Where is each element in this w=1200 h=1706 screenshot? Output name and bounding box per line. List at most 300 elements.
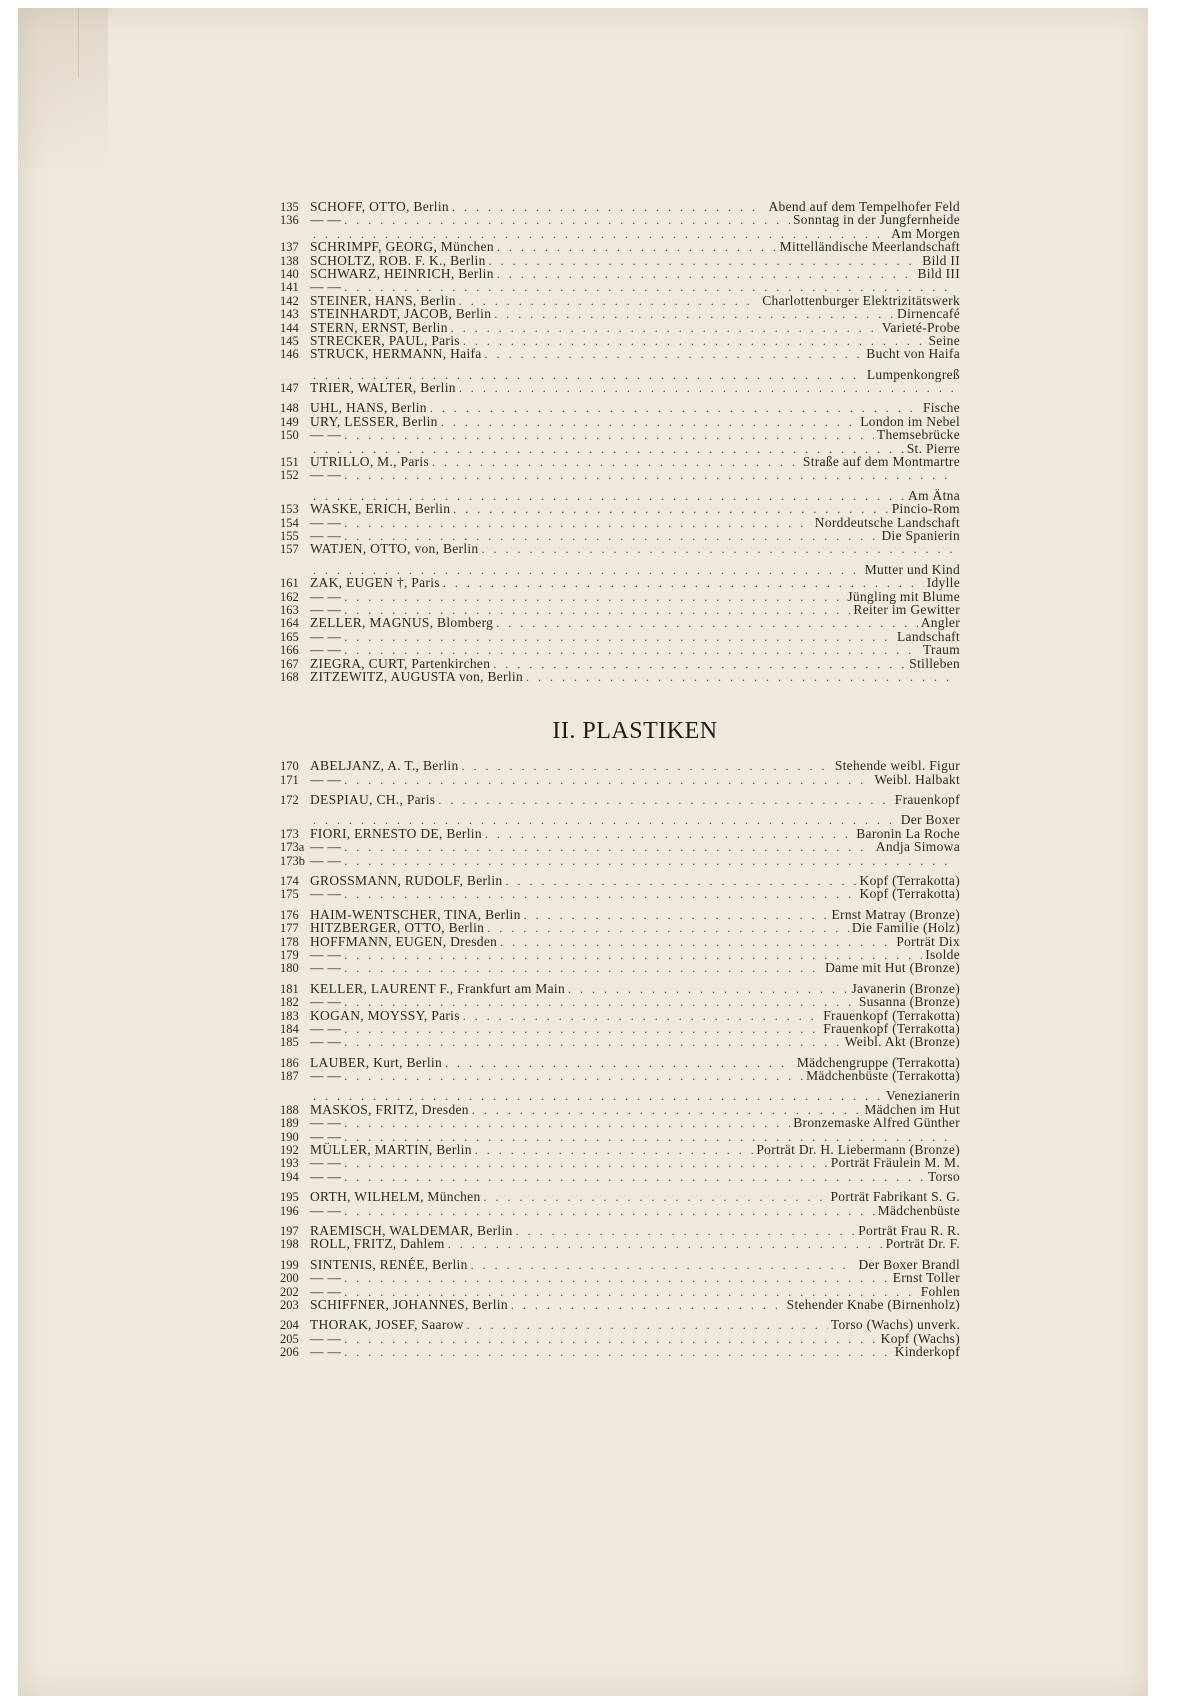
entry-artist: — — <box>310 514 342 530</box>
catalog-entry <box>280 1258 960 1271</box>
dot-leader <box>344 1272 889 1285</box>
catalog-entry <box>280 813 960 826</box>
entry-number: 161 <box>280 576 299 591</box>
entry-artist: — — <box>310 1344 342 1360</box>
entry-work-title: Lumpenkongreß <box>866 366 960 382</box>
catalog-entry <box>280 1237 960 1250</box>
entry-group <box>280 1224 960 1251</box>
catalog-entry <box>280 948 960 961</box>
catalog-entry <box>280 401 960 414</box>
entry-artist: ABELJANZ, A. T., Berlin <box>310 758 459 774</box>
entry-number: 142 <box>280 293 299 308</box>
dot-leader <box>344 1036 842 1049</box>
entry-work-title: Mädchenbüste (Terrakotta) <box>806 1068 960 1084</box>
entry-artist: — — <box>310 427 342 443</box>
entry-artist: — — <box>310 1168 342 1184</box>
entry-number: 144 <box>280 320 299 335</box>
entry-artist: — — <box>310 467 342 483</box>
entry-number: 143 <box>280 307 299 322</box>
entry-work-title: Der Boxer <box>900 812 960 828</box>
catalog-entry <box>280 280 960 293</box>
entry-artist: — — <box>310 1128 342 1144</box>
entry-group <box>280 874 960 901</box>
entry-artist: ZIEGRA, CURT, Partenkirchen <box>310 655 491 671</box>
catalog-entry <box>280 854 960 867</box>
entry-work-title: Der Boxer Brandl <box>858 1256 960 1272</box>
catalog-entry <box>280 908 960 921</box>
dot-leader <box>526 671 957 684</box>
entry-artist: — — <box>310 1202 342 1218</box>
catalog-entry <box>280 1285 960 1298</box>
entry-artist: ROLL, FRITZ, Dahlem <box>310 1236 445 1252</box>
entry-artist: — — <box>310 212 342 228</box>
entry-number: 200 <box>280 1271 299 1286</box>
sculptures-section <box>280 759 960 1358</box>
entry-work-title: Norddeutsche Landschaft <box>814 514 960 530</box>
entry-work-title: Die Spanierin <box>881 527 960 543</box>
entry-work-title: Kopf (Terrakotta) <box>859 886 960 902</box>
entry-work-title: Landschaft <box>897 628 960 644</box>
catalog-entry <box>280 1103 960 1116</box>
entry-artist: KOGAN, MOYSSY, Paris <box>310 1007 460 1023</box>
entry-work-title: Jüngling mit Blume <box>847 588 960 604</box>
catalog-entry <box>280 773 960 786</box>
entry-work-title: Bild II <box>922 252 960 268</box>
entry-artist: — — <box>310 588 342 604</box>
dot-leader <box>344 962 822 975</box>
entry-work-title: Porträt Dr. F. <box>885 1236 960 1252</box>
entry-artist: — — <box>310 1115 342 1131</box>
entry-artist: — — <box>310 1155 342 1171</box>
entry-work-title: Porträt Dr. H. Liebermann (Bronze) <box>756 1142 960 1158</box>
entry-work-title: Straße auf dem Montmartre <box>802 454 960 470</box>
dot-leader <box>438 794 891 807</box>
entry-number: 176 <box>280 907 299 922</box>
dot-leader <box>485 828 853 841</box>
entry-work-title: Bucht von Haifa <box>866 346 960 362</box>
entry-artist: HITZBERGER, OTTO, Berlin <box>310 920 485 936</box>
dot-leader <box>344 591 844 604</box>
catalog-entry <box>280 1190 960 1203</box>
catalog-entry <box>280 502 960 515</box>
entry-artist: UTRILLO, M., Paris <box>310 454 430 470</box>
entry-artist: — — <box>310 628 342 644</box>
entry-number: 204 <box>280 1318 299 1333</box>
catalog-entry <box>280 489 960 502</box>
catalog-entry <box>280 254 960 267</box>
dot-leader <box>430 402 920 415</box>
entry-artist: KELLER, LAURENT F., Frankfurt am Main <box>310 980 565 996</box>
entry-group <box>280 1318 960 1358</box>
entry-number: 199 <box>280 1257 299 1272</box>
entry-work-title: Dame mit Hut (Bronze) <box>825 960 960 976</box>
entry-number: 177 <box>280 921 299 936</box>
dot-leader <box>344 517 811 530</box>
entry-number: 154 <box>280 515 299 530</box>
catalog-entry <box>280 1143 960 1156</box>
entry-work-title: Weibl. Halbakt <box>874 771 960 787</box>
entry-group <box>280 401 960 481</box>
catalog-entry <box>280 428 960 441</box>
entry-artist: STEINHARDT, JACOB, Berlin <box>310 306 492 322</box>
entry-number: 185 <box>280 1035 299 1050</box>
entry-work-title: Ernst Toller <box>892 1270 960 1286</box>
section-title-plastiken: II. PLASTIKEN <box>552 718 718 745</box>
entry-work-title: Fohlen <box>920 1283 960 1299</box>
entry-number: 148 <box>280 401 299 416</box>
entry-number: 145 <box>280 333 299 348</box>
dot-leader <box>344 214 790 227</box>
catalog-entry <box>280 1022 960 1035</box>
page-fold-mark <box>18 7 79 120</box>
entry-number: 174 <box>280 874 299 889</box>
entry-number: 135 <box>280 200 299 214</box>
catalog-entry <box>280 368 960 381</box>
entry-artist: HOFFMANN, EUGEN, Dresden <box>310 933 498 949</box>
entry-artist: MÜLLER, MARTIN, Berlin <box>310 1142 472 1158</box>
entry-work-title: Mutter und Kind <box>864 561 960 577</box>
dot-leader <box>487 922 849 935</box>
catalog-entry <box>280 657 960 670</box>
entry-work-title: Varieté-Probe <box>881 319 960 335</box>
entry-group <box>280 563 960 684</box>
entry-artist: DESPIAU, CH., Paris <box>310 792 436 808</box>
entry-group <box>280 1089 960 1183</box>
entry-group <box>280 489 960 556</box>
dot-leader <box>445 1057 794 1070</box>
dot-leader <box>462 760 832 773</box>
entry-number: 192 <box>280 1143 299 1158</box>
catalog-entry <box>280 603 960 616</box>
entry-artist: STERN, ERNST, Berlin <box>310 319 448 335</box>
dot-leader <box>344 774 871 787</box>
catalog-entry <box>280 616 960 629</box>
entry-number: 157 <box>280 542 299 557</box>
catalog-entry <box>280 529 960 542</box>
dot-leader <box>451 322 879 335</box>
catalog-entry <box>280 1035 960 1048</box>
entry-number: 181 <box>280 981 299 996</box>
entry-group <box>280 793 960 806</box>
entry-work-title: Die Familie (Holz) <box>851 920 960 936</box>
entry-work-title: Pincio-Rom <box>891 501 960 517</box>
catalog-entry <box>280 887 960 900</box>
dot-leader <box>511 1299 784 1312</box>
entry-work-title: Stehende weibl. Figur <box>834 758 960 774</box>
entry-number: 172 <box>280 793 299 808</box>
entry-group <box>280 368 960 395</box>
catalog-entry <box>280 1204 960 1217</box>
entry-work-title: London im Nebel <box>860 413 960 429</box>
catalog-entry <box>280 267 960 280</box>
entry-artist: ZITZEWITZ, AUGUSTA von, Berlin <box>310 668 524 684</box>
entry-number: 163 <box>280 602 299 617</box>
entry-work-title: Charlottenburger Elektrizitätswerk <box>762 292 960 308</box>
entry-work-title: Susanna (Bronze) <box>858 994 960 1010</box>
catalog-entry <box>280 982 960 995</box>
entry-work-title: Am Morgen <box>891 225 960 241</box>
entry-work-title: Reiter im Gewitter <box>853 601 960 617</box>
entry-work-title: Venezianerin <box>885 1088 960 1104</box>
entry-artist: — — <box>310 1283 342 1299</box>
entry-number: 205 <box>280 1331 299 1346</box>
catalog-entry <box>280 442 960 455</box>
entry-artist: SINTENIS, RENÉE, Berlin <box>310 1256 468 1272</box>
dot-leader <box>344 1117 790 1130</box>
catalog-entry <box>280 468 960 481</box>
dot-leader <box>494 308 894 321</box>
catalog-entry <box>280 516 960 529</box>
entry-work-title: Frauenkopf <box>894 792 960 808</box>
entry-number: 182 <box>280 995 299 1010</box>
dot-leader <box>459 295 759 308</box>
dot-leader <box>344 1070 803 1083</box>
entry-artist: — — <box>310 279 342 295</box>
catalog-entry <box>280 1116 960 1129</box>
entry-number: 137 <box>280 240 299 255</box>
entry-number: 175 <box>280 887 299 902</box>
entry-group <box>280 813 960 867</box>
dot-leader <box>516 1225 856 1238</box>
entry-number: 183 <box>280 1008 299 1023</box>
entry-artist: SCHIFFNER, JOHANNES, Berlin <box>310 1296 508 1312</box>
entry-artist: ORTH, WILHELM, München <box>310 1189 481 1205</box>
entry-artist: THORAK, JOSEF, Saarow <box>310 1317 464 1333</box>
entry-number: 170 <box>280 759 299 774</box>
entry-work-title: Javanerin (Bronze) <box>851 980 960 996</box>
exhibition-catalog-list <box>280 200 960 1366</box>
entry-work-title: Porträt Fabrikant S. G. <box>830 1189 960 1205</box>
entry-work-title: Porträt Frau R. R. <box>858 1223 960 1238</box>
entry-artist: GROSSMANN, RUDOLF, Berlin <box>310 873 503 889</box>
entry-work-title: Torso <box>927 1168 960 1184</box>
entry-work-title: Frauenkopf (Terrakotta) <box>823 1020 960 1036</box>
entry-number: 194 <box>280 1169 299 1184</box>
entry-work-title: Traum <box>922 642 960 658</box>
catalog-entry <box>280 294 960 307</box>
entry-work-title: Themsebrücke <box>876 427 960 443</box>
catalog-entry <box>280 347 960 360</box>
entry-number: 136 <box>280 213 299 228</box>
entry-work-title: Kopf (Terrakotta) <box>859 873 960 889</box>
entry-artist: ZAK, EUGEN †, Paris <box>310 575 440 591</box>
entry-work-title: Dirnencafé <box>897 306 960 322</box>
dot-leader <box>344 631 894 644</box>
catalog-entry <box>280 670 960 683</box>
catalog-entry <box>280 590 960 603</box>
catalog-entry <box>280 415 960 428</box>
entry-artist: SCHRIMPF, GEORG, München <box>310 239 494 255</box>
entry-work-title: Angler <box>920 615 960 631</box>
entry-work-title: Andja Simowa <box>875 839 960 855</box>
entry-number: 193 <box>280 1156 299 1171</box>
entry-artist: LAUBER, Kurt, Berlin <box>310 1054 442 1070</box>
dot-leader <box>452 201 766 214</box>
catalog-entry <box>280 630 960 643</box>
dot-leader <box>524 909 829 922</box>
entry-number: 168 <box>280 669 299 684</box>
entry-artist: — — <box>310 1034 342 1050</box>
entry-artist: — — <box>310 852 342 868</box>
entry-number: 206 <box>280 1345 299 1360</box>
catalog-entry <box>280 1332 960 1345</box>
entry-number: 195 <box>280 1190 299 1205</box>
entry-number: 164 <box>280 616 299 631</box>
catalog-entry <box>280 321 960 334</box>
dot-leader <box>344 1023 820 1036</box>
entry-artist: STRUCK, HERMANN, Haifa <box>310 346 482 362</box>
entry-group <box>280 759 960 786</box>
entry-work-title: Frauenkopf (Terrakotta) <box>823 1007 960 1023</box>
entry-work-title: Stehender Knabe (Birnenholz) <box>786 1296 960 1312</box>
entry-artist: — — <box>310 771 342 787</box>
catalog-entry <box>280 874 960 887</box>
dot-leader <box>500 936 893 949</box>
entry-number: 173 <box>280 826 299 841</box>
dot-leader <box>432 456 800 469</box>
catalog-entry <box>280 1056 960 1069</box>
entry-artist: STEINER, HANS, Berlin <box>310 292 456 308</box>
dot-leader <box>344 855 957 868</box>
entry-work-title: Isolde <box>925 946 960 962</box>
entry-number: 138 <box>280 253 299 268</box>
dot-leader <box>344 841 873 854</box>
entry-work-title: St. Pierre <box>906 440 960 456</box>
dot-leader <box>489 255 920 268</box>
entry-artist: HAIM-WENTSCHER, TINA, Berlin <box>310 906 521 922</box>
entry-work-title: Fische <box>922 400 960 416</box>
catalog-entry <box>280 840 960 853</box>
dot-leader <box>344 429 874 442</box>
dot-leader <box>475 1144 754 1157</box>
entry-number: 146 <box>280 347 299 362</box>
entry-work-title: Sonntag in der Jungfernheide <box>793 212 960 228</box>
entry-number: 173a <box>280 840 305 855</box>
entry-work-title: Porträt Fräulein M. M. <box>830 1155 960 1171</box>
entry-group <box>280 1056 960 1083</box>
entry-work-title: Abend auf dem Tempelhofer Feld <box>768 199 960 214</box>
catalog-entry <box>280 455 960 468</box>
entry-number: 153 <box>280 502 299 517</box>
catalog-entry <box>280 1345 960 1358</box>
dot-leader <box>344 1346 891 1359</box>
dot-leader <box>484 1191 828 1204</box>
entry-artist: UHL, HANS, Berlin <box>310 400 427 416</box>
entry-number: 188 <box>280 1102 299 1117</box>
catalog-entry <box>280 1318 960 1331</box>
entry-work-title: Kopf (Wachs) <box>880 1330 960 1346</box>
entry-number: 147 <box>280 381 299 396</box>
entry-number: 173b <box>280 853 305 868</box>
dot-leader <box>441 416 858 429</box>
dot-leader <box>459 382 957 395</box>
catalog-page <box>18 8 1148 1696</box>
entry-artist: — — <box>310 1020 342 1036</box>
catalog-entry <box>280 1170 960 1183</box>
entry-artist: — — <box>310 960 342 976</box>
entry-work-title: Mittelländische Meerlandschaft <box>779 239 960 255</box>
entry-work-title: Porträt Dix <box>896 933 960 949</box>
entry-work-title: Bild III <box>917 265 960 281</box>
entry-number: 155 <box>280 528 299 543</box>
entry-artist: TRIER, WALTER, Berlin <box>310 380 456 396</box>
entry-work-title: Mädchenbüste <box>877 1202 960 1218</box>
catalog-entry <box>280 1089 960 1102</box>
dot-leader <box>568 983 849 996</box>
catalog-entry <box>280 995 960 1008</box>
dot-leader <box>505 875 856 888</box>
catalog-entry <box>280 307 960 320</box>
entry-number: 197 <box>280 1224 299 1238</box>
entry-number: 165 <box>280 629 299 644</box>
catalog-entry <box>280 961 960 974</box>
entry-artist: — — <box>310 1270 342 1286</box>
entry-artist: SCHOFF, OTTO, Berlin <box>310 199 449 214</box>
catalog-entry <box>280 921 960 934</box>
entry-work-title: Kinderkopf <box>894 1344 960 1360</box>
entry-number: 179 <box>280 947 299 962</box>
entry-artist: — — <box>310 946 342 962</box>
entry-number: 149 <box>280 414 299 429</box>
entry-artist: FIORI, ERNESTO DE, Berlin <box>310 825 482 841</box>
dot-leader <box>344 1157 828 1170</box>
entry-number: 162 <box>280 589 299 604</box>
catalog-entry <box>280 793 960 806</box>
catalog-entry <box>280 827 960 840</box>
catalog-entry <box>280 576 960 589</box>
entry-artist: — — <box>310 839 342 855</box>
catalog-entry <box>280 1069 960 1082</box>
dot-leader <box>463 335 926 348</box>
catalog-entry <box>280 1298 960 1311</box>
entry-number: 203 <box>280 1297 299 1312</box>
entry-artist: WATJEN, OTTO, von, Berlin <box>310 541 479 557</box>
entry-number: 140 <box>280 266 299 281</box>
catalog-entry <box>280 542 960 555</box>
entry-number: 186 <box>280 1055 299 1070</box>
catalog-entry <box>280 213 960 226</box>
catalog-entry <box>280 1156 960 1169</box>
dot-leader <box>482 543 958 556</box>
entry-artist: — — <box>310 994 342 1010</box>
entry-number: 171 <box>280 772 299 787</box>
entry-number: 189 <box>280 1116 299 1131</box>
entry-number: 166 <box>280 643 299 658</box>
entry-artist: MASKOS, FRITZ, Dresden <box>310 1101 469 1117</box>
dot-leader <box>344 469 957 482</box>
catalog-entry <box>280 643 960 656</box>
dot-leader <box>485 348 864 361</box>
entry-artist: — — <box>310 527 342 543</box>
entry-artist: WASKE, ERICH, Berlin <box>310 501 451 517</box>
entry-number: 167 <box>280 656 299 671</box>
dot-leader <box>344 888 856 901</box>
entry-group <box>280 908 960 975</box>
catalog-entry <box>280 563 960 576</box>
entry-artist: URY, LESSER, Berlin <box>310 413 438 429</box>
entry-work-title: Am Ätna <box>908 487 960 503</box>
dot-leader <box>471 1259 856 1272</box>
entry-work-title: Ernst Matray (Bronze) <box>831 906 960 922</box>
entry-work-title: Weibl. Akt (Bronze) <box>844 1034 960 1050</box>
dot-leader <box>496 617 918 630</box>
dot-leader <box>448 1238 883 1251</box>
dot-leader <box>344 1333 877 1346</box>
dot-leader <box>497 241 777 254</box>
entry-artist: RAEMISCH, WALDEMAR, Berlin <box>310 1223 513 1238</box>
entry-artist: — — <box>310 1068 342 1084</box>
catalog-entry <box>280 334 960 347</box>
